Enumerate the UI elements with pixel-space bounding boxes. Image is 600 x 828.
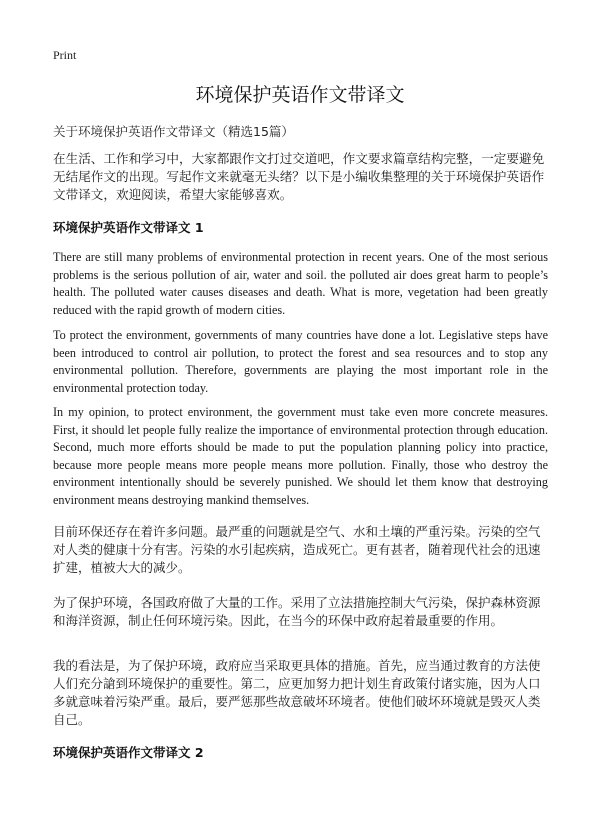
document-title: 环境保护英语作文带译文 — [195, 84, 405, 106]
chinese-paragraph-3: 我的看法是，为了保护环境，政府应当采取更具体的措施。首先，应当通过教育的方法使人们充分謒到环境保护的重要性。第二，应更加努力把计划生育政策付诸实施，因为人口多就意味着污染严重。最后，要严惩那些故意破坏环境者。使他们破坏环境就是毁灭人类自己。 — [53, 658, 541, 727]
english-paragraph-3: In my opinion, to protect environment, the government must take even more concrete measures. First, it should let people fully realize the importance of environmental protection through education. Second, much more efforts should be made to put the population planning policy into practice, because more people means more people means more pollution. Finally, those who destroy the environment intentionally should be severely punished. We should let them know that destroying environment means destroying mankind themselves. — [53, 405, 548, 507]
chinese-paragraph-2: 为了保护环境，各国政府做了大量的工作。采用了立法措施控制大气污染，保护森林资源和海洋资源，制止任何环境污染。因此，在当今的环保中政府起着最重要的作用。 — [53, 595, 541, 628]
section-heading-1: 环境保护英语作文带译文 1 — [53, 220, 204, 235]
print-link[interactable]: Print — [53, 48, 77, 62]
english-paragraph-1: There are still many problems of environmental protection in recent years. One of the most serious problems is the serious pollution of air, water and soil. the polluted air does great harm to people’s health. The polluted water causes diseases and death. What is more, vegetation had been greatly reduced with the rapid growth of modern cities. — [53, 250, 548, 317]
document-subtitle: 关于环境保护英语作文带译文（精选15篇） — [53, 124, 294, 139]
section-heading-2: 环境保护英语作文带译文 2 — [53, 745, 204, 760]
intro-paragraph: 在生活、工作和学习中，大家都跟作文打过交道吧，作文要求篇章结构完整，一定要避免无结尾作文的出现。写起作文来就毫无头绪？以下是小编收集整理的关于环境保护英语作文带译文，欢迎阅读，希望大家能够喜欢。 — [53, 151, 545, 202]
chinese-paragraph-1: 目前环保还存在着许多问题。最严重的问题就是空气、水和土壤的严重污染。污染的空气对人类的健康十分有害。污染的水引起疾病，造成死亡。更有甚者，随着现代社会的迅速扩建，植被大大的减少。 — [53, 524, 541, 575]
english-paragraph-2: To protect the environment, governments of many countries have done a lot. Legislative steps have been introduced to control air pollution, to protect the forest and sea resources and to stop any environmental pollution. Therefore, governments are playing the most important role in the environmental protection today. — [53, 328, 548, 395]
